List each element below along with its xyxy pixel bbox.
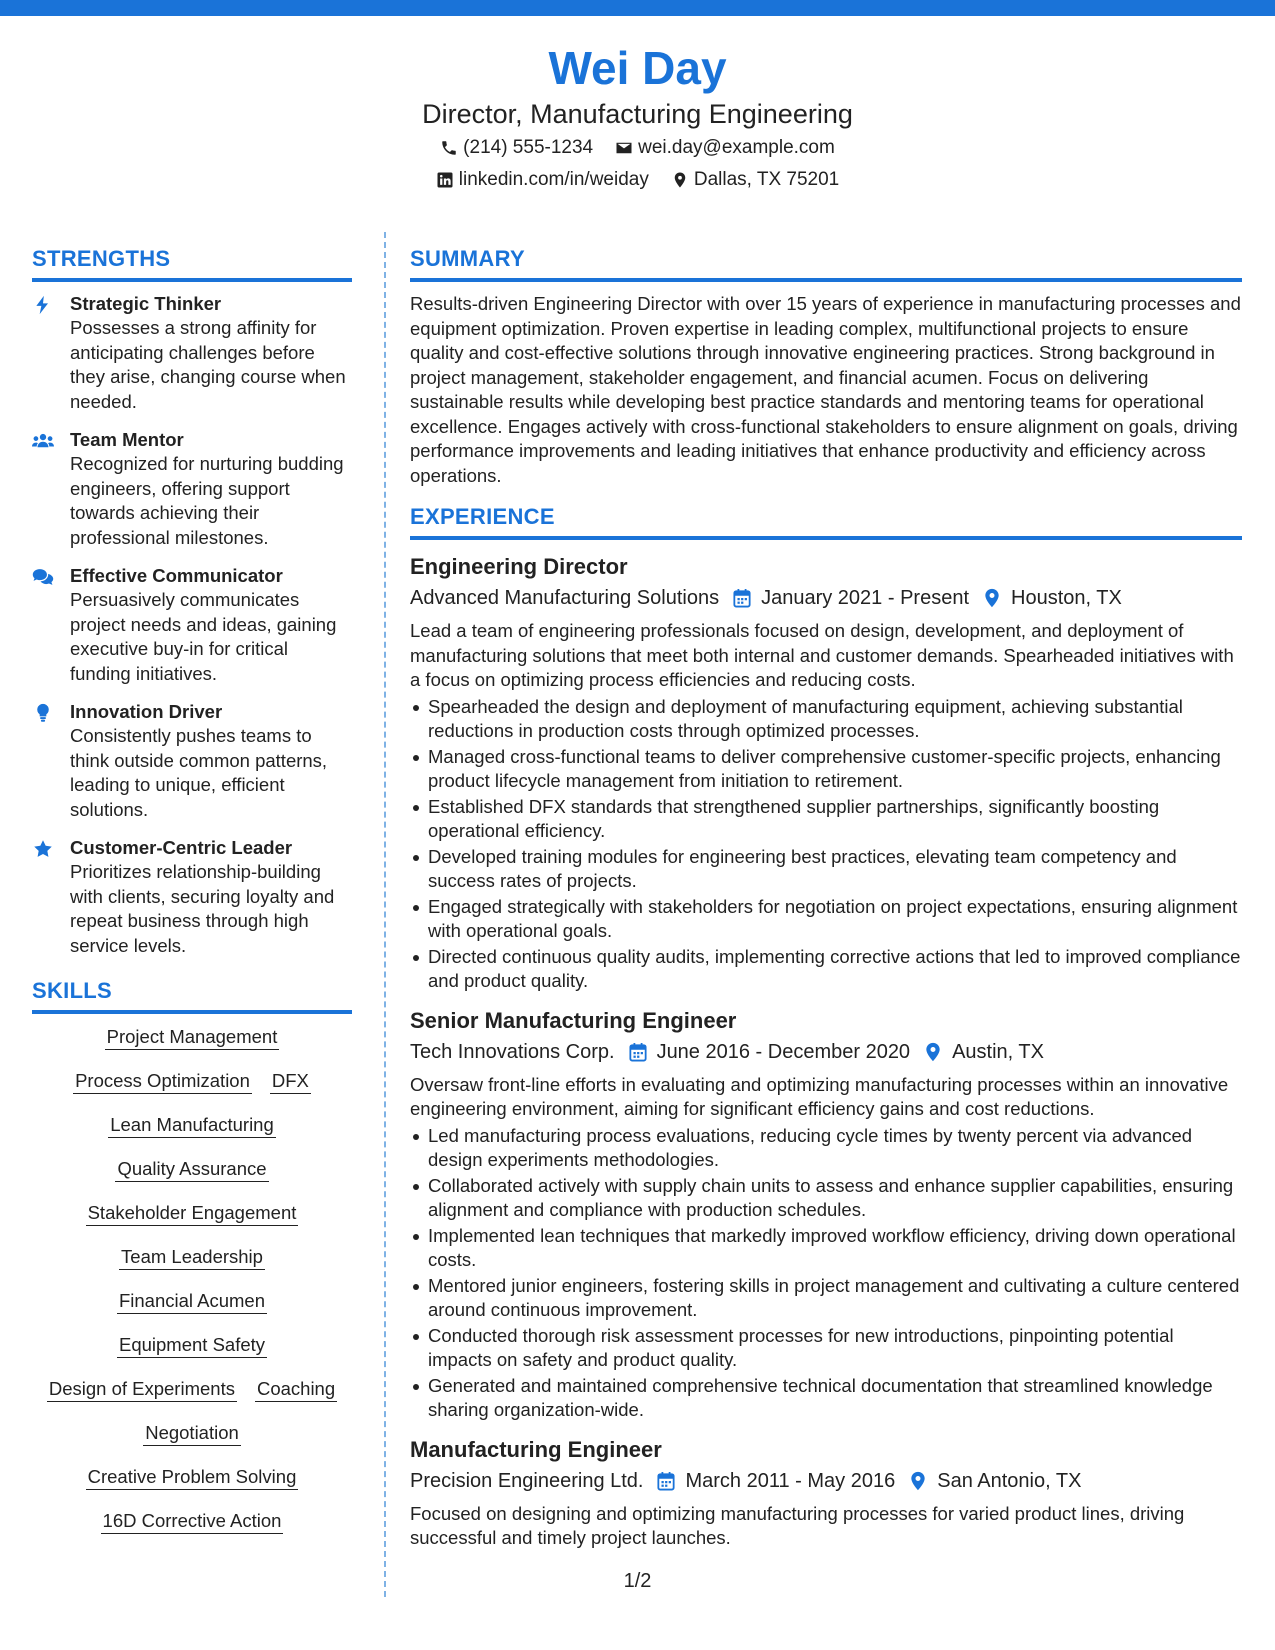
- skill-tag: Equipment Safety: [117, 1332, 267, 1358]
- phone-icon: [440, 139, 458, 157]
- skills-list: [32, 1024, 352, 1534]
- top-accent-bar: [0, 0, 1275, 16]
- contact-row-1: [0, 132, 1275, 164]
- bullet-item: Led manufacturing process evaluations, reducing cycle times by twenty percent via advanced design experiments methodologies.: [410, 1124, 1242, 1173]
- bullet-item: Managed cross-functional teams to deliver comprehensive customer-specific projects, enhancing product lifecycle management from initiation to retirement.: [410, 745, 1242, 794]
- linkedin-icon: [436, 171, 454, 189]
- location-text: Dallas, TX 75201: [693, 169, 840, 190]
- bullet-item: Mentored junior engineers, fostering skills in project management and cultivating a culture centered around continuous improvement.: [410, 1274, 1242, 1323]
- skill-row: [32, 1068, 352, 1094]
- skill-row: [32, 1024, 352, 1050]
- job-description: Oversaw front-line efforts in evaluating and optimizing manufacturing processes within an innovative engineering environment, aiming for significant efficiency gains and cost reductions.: [410, 1073, 1229, 1119]
- job-company: Advanced Manufacturing Solutions: [410, 587, 720, 609]
- skill-tag: Process Optimization: [73, 1068, 252, 1094]
- job-meta: [410, 1466, 1242, 1496]
- location-contact: [671, 164, 839, 196]
- job-location: San Antonio, TX: [937, 1469, 1082, 1492]
- skill-tag: Financial Acumen: [117, 1288, 267, 1314]
- left-column: [32, 244, 352, 1552]
- job-location: Houston, TX: [1011, 587, 1122, 609]
- page-number: 1/2: [623, 1570, 652, 1592]
- strength-title: Innovation Driver: [70, 701, 223, 722]
- candidate-name: Wei Day: [548, 42, 727, 94]
- job-title: Manufacturing Engineer: [410, 1436, 662, 1462]
- job-bullets: [410, 695, 1242, 994]
- skill-tag: Coaching: [255, 1376, 337, 1402]
- skill-row: [32, 1288, 352, 1314]
- candidate-title: Director, Manufacturing Engineering: [422, 99, 853, 129]
- skill-tag: Lean Manufacturing: [108, 1112, 276, 1138]
- calendar-icon: [629, 1042, 647, 1062]
- phone-text: (214) 555-1234: [463, 137, 594, 158]
- bullet-item: Generated and maintained comprehensive technical documentation that streamlined knowledge sharing organization-wide.: [410, 1374, 1242, 1423]
- star-icon: [32, 839, 54, 859]
- bullet-item: Developed training modules for engineering best practices, elevating team competency and success rates of projects.: [410, 845, 1242, 894]
- strength-title: Customer-Centric Leader: [70, 837, 293, 858]
- skill-tag: Stakeholder Engagement: [86, 1200, 299, 1226]
- map-pin-icon: [983, 588, 1001, 608]
- strength-desc: Consistently pushes teams to think outside common patterns, leading to unique, efficient solutions.: [70, 725, 328, 820]
- skill-row: [32, 1508, 352, 1534]
- summary-heading: SUMMARY: [410, 244, 1242, 282]
- strength-item: [32, 836, 352, 958]
- bullet-item: Spearheaded the design and deployment of manufacturing equipment, achieving substantial reductions in production costs through optimized processes.: [410, 695, 1242, 744]
- job-title: Engineering Director: [410, 554, 628, 579]
- skill-row: [32, 1376, 352, 1402]
- strength-title: Team Mentor: [70, 429, 184, 450]
- job-dates: January 2021 - Present: [761, 587, 969, 609]
- bullet-item: Collaborated actively with supply chain units to assess and enhance supplier capabilities, ensuring alignment and compliance with production schedules.: [410, 1174, 1242, 1223]
- map-pin-icon: [909, 1471, 927, 1491]
- job-meta: [410, 583, 1242, 613]
- strength-item: [32, 428, 352, 550]
- skill-tag: Creative Problem Solving: [86, 1464, 299, 1490]
- strength-desc: Prioritizes relationship-building with clients, securing loyalty and repeat business through high service levels.: [70, 861, 335, 956]
- job-description: Lead a team of engineering professionals focused on design, development, and deployment of manufacturing solutions that meet both internal and customer demands. Spearheaded initiatives with a focus on optimizing process efficiencies and reducing costs.: [410, 620, 1234, 690]
- phone-contact: [440, 132, 593, 164]
- skills-heading: SKILLS: [32, 976, 352, 1014]
- skill-row: [32, 1156, 352, 1182]
- strength-title: Strategic Thinker: [70, 293, 222, 314]
- users-icon: [32, 431, 54, 451]
- skill-row: [32, 1200, 352, 1226]
- resume-header: [0, 40, 1275, 196]
- calendar-icon: [733, 588, 751, 608]
- job-entry: [410, 552, 1242, 994]
- bullet-item: Engaged strategically with stakeholders for negotiation on project expectations, ensuring alignment with operational goals.: [410, 895, 1242, 944]
- skill-tag: Team Leadership: [119, 1244, 265, 1270]
- job-dates: June 2016 - December 2020: [656, 1040, 911, 1063]
- job-title: Senior Manufacturing Engineer: [410, 1007, 737, 1033]
- email-contact[interactable]: [615, 132, 835, 164]
- skill-row: [32, 1112, 352, 1138]
- calendar-icon: [657, 1471, 675, 1491]
- envelope-icon: [615, 139, 633, 157]
- lightbulb-icon: [32, 703, 54, 723]
- skill-tag: Project Management: [105, 1024, 280, 1050]
- strengths-list: [32, 292, 352, 958]
- job-company: Tech Innovations Corp.: [410, 1040, 615, 1063]
- contact-row-2: [0, 164, 1275, 196]
- job-location: Austin, TX: [952, 1040, 1044, 1063]
- linkedin-text[interactable]: linkedin.com/in/weiday: [458, 169, 649, 190]
- job-bullets: [410, 1124, 1242, 1423]
- job-description: Focused on designing and optimizing manufacturing processes for varied product lines, driving successful and timely project launches.: [410, 1502, 1185, 1548]
- bullet-item: Directed continuous quality audits, implementing corrective actions that led to improved compliance and product quality.: [410, 945, 1242, 994]
- strength-desc: Persuasively communicates project needs and ideas, gaining executive buy-in for critical funding initiatives.: [70, 589, 337, 684]
- job-company: Precision Engineering Ltd.: [410, 1469, 644, 1492]
- map-pin-icon: [924, 1042, 942, 1062]
- right-column: [410, 244, 1242, 1551]
- skill-tag: DFX: [270, 1068, 311, 1094]
- skill-row: [32, 1244, 352, 1270]
- bolt-icon: [32, 295, 54, 315]
- job-dates: March 2011 - May 2016: [685, 1469, 896, 1492]
- strengths-heading: STRENGTHS: [32, 244, 352, 282]
- skill-row: [32, 1332, 352, 1358]
- linkedin-contact[interactable]: [436, 164, 649, 196]
- strength-item: [32, 564, 352, 686]
- map-pin-icon: [671, 171, 689, 189]
- bullet-item: Implemented lean techniques that markedly improved workflow efficiency, driving down operational costs.: [410, 1224, 1242, 1273]
- email-text[interactable]: wei.day@example.com: [638, 137, 835, 158]
- job-meta: [410, 1037, 1242, 1067]
- experience-heading: EXPERIENCE: [410, 502, 1242, 540]
- strength-item: [32, 700, 352, 822]
- skill-tag: Design of Experiments: [47, 1376, 237, 1402]
- comments-icon: [32, 567, 54, 587]
- bullet-item: Conducted thorough risk assessment processes for new introductions, pinpointing potential impacts on safety and product quality.: [410, 1324, 1242, 1373]
- strength-title: Effective Communicator: [70, 565, 283, 586]
- column-divider: [384, 232, 386, 1597]
- strength-item: [32, 292, 352, 414]
- strength-desc: Recognized for nurturing budding engineers, offering support towards achieving their professional milestones.: [70, 453, 344, 548]
- bullet-item: Established DFX standards that strengthened supplier partnerships, significantly boosting operational efficiency.: [410, 795, 1242, 844]
- skill-row: [32, 1420, 352, 1446]
- skill-tag: 16D Corrective Action: [101, 1508, 284, 1534]
- skill-tag: Quality Assurance: [115, 1156, 268, 1182]
- summary-text: Results-driven Engineering Director with over 15 years of experience in manufacturing processes and equipment optimization. Proven expertise in leading complex, multifunctional projects to ensure quality and cost-effective solutions through innovative engineering practices. Strong background in project management, stakeholder engagement, and financial acumen. Focus on delivering sustainable results while developing best practice standards and mentoring teams for operational excellence. Engages actively with cross-functional stakeholders to ensure alignment on goals, driving performance improvements and leading initiatives that enhance productivity and efficiency across operations.: [410, 293, 1241, 486]
- skill-row: [32, 1464, 352, 1490]
- job-entry: [410, 1006, 1242, 1423]
- job-entry: [410, 1435, 1242, 1551]
- strength-desc: Possesses a strong affinity for anticipating challenges before they arise, changing course when needed.: [70, 317, 346, 412]
- skill-tag: Negotiation: [143, 1420, 241, 1446]
